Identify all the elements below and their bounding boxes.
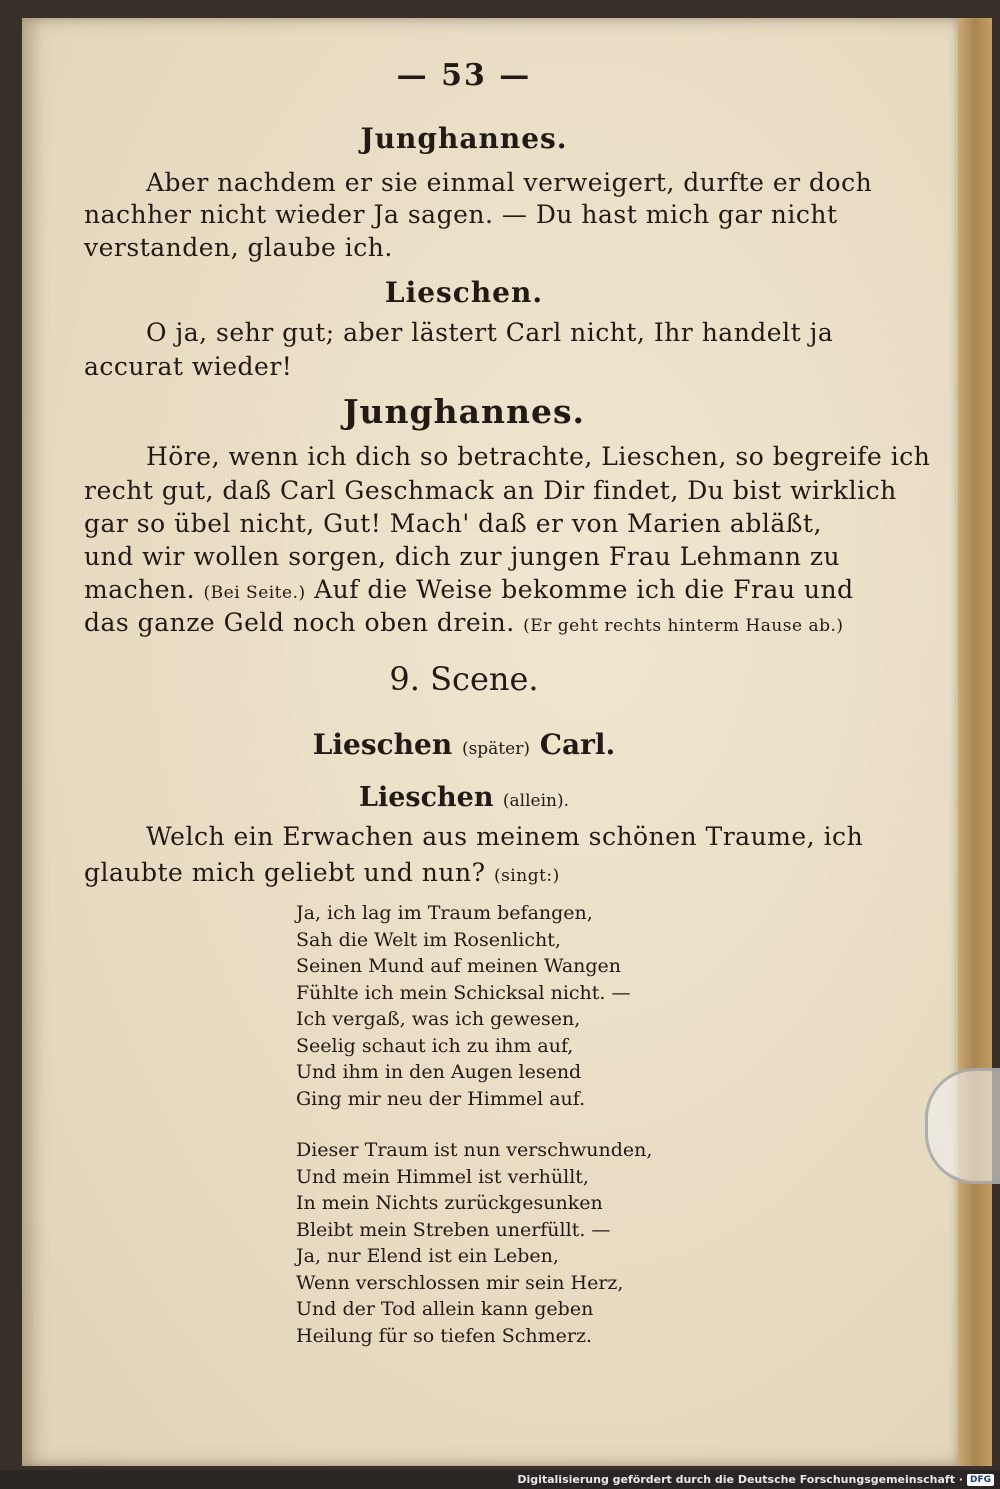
footer-text: Digitalisierung gefördert durch die Deutsche Forschungsgemeinschaft · bbox=[517, 1473, 963, 1486]
footer-credit bbox=[517, 1470, 994, 1489]
verse-line: Sah die Welt im Rosenlicht, bbox=[296, 928, 561, 951]
text-line: Welch ein Erwachen aus meinem schönen Traume, ich bbox=[146, 822, 864, 851]
page-clip bbox=[925, 1068, 1000, 1184]
speaker-lieschen: Lieschen. bbox=[384, 276, 544, 309]
verse-line: Heilung für so tiefen Schmerz. bbox=[296, 1324, 593, 1347]
verse-line: Wenn verschlossen mir sein Herz, bbox=[296, 1271, 624, 1294]
text-line-with-aside bbox=[84, 575, 864, 604]
verse-stanza-1 bbox=[296, 900, 796, 1112]
speaker-junghannes: Junghannes. bbox=[342, 392, 586, 431]
text-line: nachher nicht wieder Ja sagen. — Du hast mich gar nicht bbox=[84, 200, 838, 229]
speaker-junghannes: Junghannes. bbox=[360, 122, 568, 155]
verse-line: Ja, ich lag im Traum befangen, bbox=[296, 902, 593, 924]
text-segment: das ganze Geld noch oben drein. bbox=[84, 608, 515, 637]
scene-title: 9. Scene. bbox=[389, 660, 539, 698]
character-name: Carl. bbox=[539, 728, 616, 761]
verse-line: Seelig schaut ich zu ihm auf, bbox=[296, 1034, 574, 1057]
verse-stanza-2 bbox=[296, 1137, 796, 1349]
verse-line: Und mein Himmel ist verhüllt, bbox=[296, 1165, 589, 1188]
text-line: recht gut, daß Carl Geschmack an Dir findet, Du bist wirklich bbox=[84, 476, 897, 505]
stage-direction: (Bei Seite.) bbox=[203, 583, 306, 603]
verse-line: Seinen Mund auf meinen Wangen bbox=[296, 955, 622, 977]
text-segment: Auf die Weise bekomme ich die Frau und bbox=[314, 575, 854, 604]
verse-line: Ich vergaß, was ich gewesen, bbox=[296, 1008, 581, 1030]
cast-line bbox=[64, 728, 864, 761]
verse-line: Dieser Traum ist nun verschwunden, bbox=[296, 1139, 653, 1161]
speaker-line bbox=[64, 782, 864, 813]
text-segment: glaubte mich geliebt und nun? bbox=[84, 858, 486, 887]
stage-direction: (Er geht rechts hinterm Hause ab.) bbox=[523, 616, 844, 636]
text-line: Höre, wenn ich dich so betrachte, Lieschen, so begreife ich bbox=[146, 442, 931, 471]
dfg-logo-icon: DFG bbox=[967, 1474, 994, 1486]
verse-line: Ging mir neu der Himmel auf. bbox=[296, 1087, 586, 1110]
text-line: Aber nachdem er sie einmal verweigert, durfte er doch bbox=[146, 168, 873, 197]
stage-direction: (allein). bbox=[502, 791, 570, 811]
page-edge bbox=[958, 18, 992, 1466]
text-line: verstanden, glaube ich. bbox=[84, 233, 393, 262]
text-line: accurat wieder! bbox=[84, 352, 293, 381]
page-number: — 53 — bbox=[396, 58, 532, 93]
text-line: O ja, sehr gut; aber lästert Carl nicht, Ihr handelt ja bbox=[146, 318, 834, 347]
verse-line: Und der Tod allein kann geben bbox=[296, 1298, 594, 1320]
verse-line: Ja, nur Elend ist ein Leben, bbox=[296, 1245, 559, 1267]
verse-line: Bleibt mein Streben unerfüllt. — bbox=[296, 1218, 611, 1241]
verse-line: Fühlte ich mein Schicksal nicht. — bbox=[296, 981, 631, 1004]
character-name: Lieschen bbox=[312, 728, 453, 761]
text-line-with-aside bbox=[84, 858, 864, 887]
text-line: und wir wollen sorgen, dich zur jungen Frau Lehmann zu bbox=[84, 542, 841, 571]
text-segment: machen. bbox=[84, 575, 196, 604]
verse-line: In mein Nichts zurückgesunken bbox=[296, 1192, 603, 1214]
text-line-with-aside bbox=[84, 608, 864, 637]
stage-direction: (singt:) bbox=[493, 866, 560, 886]
verse-line: Und ihm in den Augen lesend bbox=[296, 1061, 582, 1083]
stage-direction: (später) bbox=[461, 739, 530, 759]
character-name: Lieschen bbox=[358, 782, 494, 813]
text-line: gar so übel nicht, Gut! Mach' daß er von Marien abläßt, bbox=[84, 509, 822, 538]
